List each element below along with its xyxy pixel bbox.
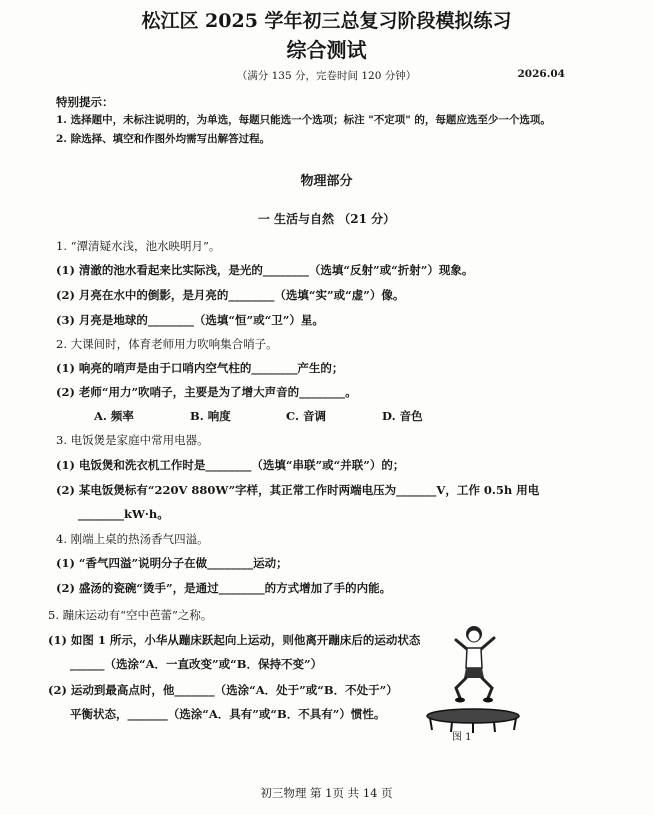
subsection-title: 一 生活与自然 （21 分）	[257, 212, 396, 226]
option-b: B. 响度	[190, 409, 231, 423]
question-2-2: (2) 老师“用力”吹哨子，主要是为了增大声音的________。	[56, 385, 357, 399]
question-3-2: (2) 某电饭煲标有“220V 880W”字样，其正常工作时两端电压为_______V，工作 0.5h 用电	[56, 483, 540, 497]
question-1-1: (1) 清澈的池水看起来比实际浅，是光的________（选填“反射”或“折射”）现象。	[56, 263, 474, 277]
figure-caption: 图 1	[452, 732, 472, 743]
option-c: C. 音调	[286, 409, 326, 423]
question-1-3: (3) 月亮是地球的________（选填“恒”或“卫”）星。	[56, 313, 324, 327]
exam-score-time: （满分 135 分，完卷时间 120 分钟）	[236, 70, 417, 82]
question-5-1-cont: ______（选涂“A．一直改变”或“B．保持不变”）	[70, 657, 323, 671]
exam-date: 2026.04	[517, 68, 565, 80]
question-2: 2. 大课间时，体育老师用力吹响集合哨子。	[56, 337, 278, 351]
question-5-1: (1) 如图 1 所示，小华从蹦床跃起向上运动，则他离开蹦床后的运动状态	[48, 633, 421, 647]
notes-label: 特别提示：	[56, 95, 114, 109]
question-3-2-cont: ________kW·h。	[78, 507, 169, 521]
question-4-1: (1) “香气四溢”说明分子在做________运动；	[56, 556, 288, 570]
question-4-2: (2) 盛汤的瓷碗“烫手”，是通过________的方式增加了手的内能。	[56, 581, 392, 595]
option-a: A. 频率	[94, 409, 134, 423]
question-4: 4. 刚端上桌的热汤香气四溢。	[56, 532, 209, 546]
question-1: 1. “潭清疑水浅，池水映明月”。	[56, 239, 221, 253]
question-5-2: (2) 运动到最高点时，他_______（选涂“A．处于”或“B．不处于”）	[48, 683, 398, 697]
jumper-figure	[455, 626, 494, 703]
option-d: D. 音色	[382, 409, 423, 423]
exam-subtitle: 综合测试	[286, 38, 367, 62]
exam-title: 松江区 2025 学年初三总复习阶段模拟练习	[141, 10, 512, 32]
question-2-1: (1) 响亮的哨声是由于口哨内空气柱的________产生的；	[56, 361, 344, 375]
question-5-2-cont: 平衡状态，_______（选涂“A．具有”或“B．不具有”）惯性。	[70, 707, 386, 721]
page-footer: 初三物理 第 1页 共 14 页	[260, 786, 393, 800]
note-2: 2. 除选择、填空和作图外均需写出解答过程。	[56, 133, 271, 145]
question-5: 5. 蹦床运动有“空中芭蕾”之称。	[48, 608, 213, 622]
note-1: 1. 选择题中，未标注说明的，为单选，每题只能选一个选项；标注 "不定项" 的，每题应选至少一个选项。	[56, 114, 551, 126]
section-title: 物理部分	[300, 174, 353, 189]
trampoline-figure	[418, 618, 528, 736]
question-1-2: (2) 月亮在水中的倒影，是月亮的________（选填“实”或“虚”）像。	[56, 288, 405, 302]
question-3-1: (1) 电饭煲和洗衣机工作时是________（选填“串联”或“并联”）的；	[56, 458, 405, 472]
question-3: 3. 电饭煲是家庭中常用电器。	[56, 433, 209, 447]
question-2-options	[94, 408, 478, 424]
trampoline	[427, 709, 519, 733]
